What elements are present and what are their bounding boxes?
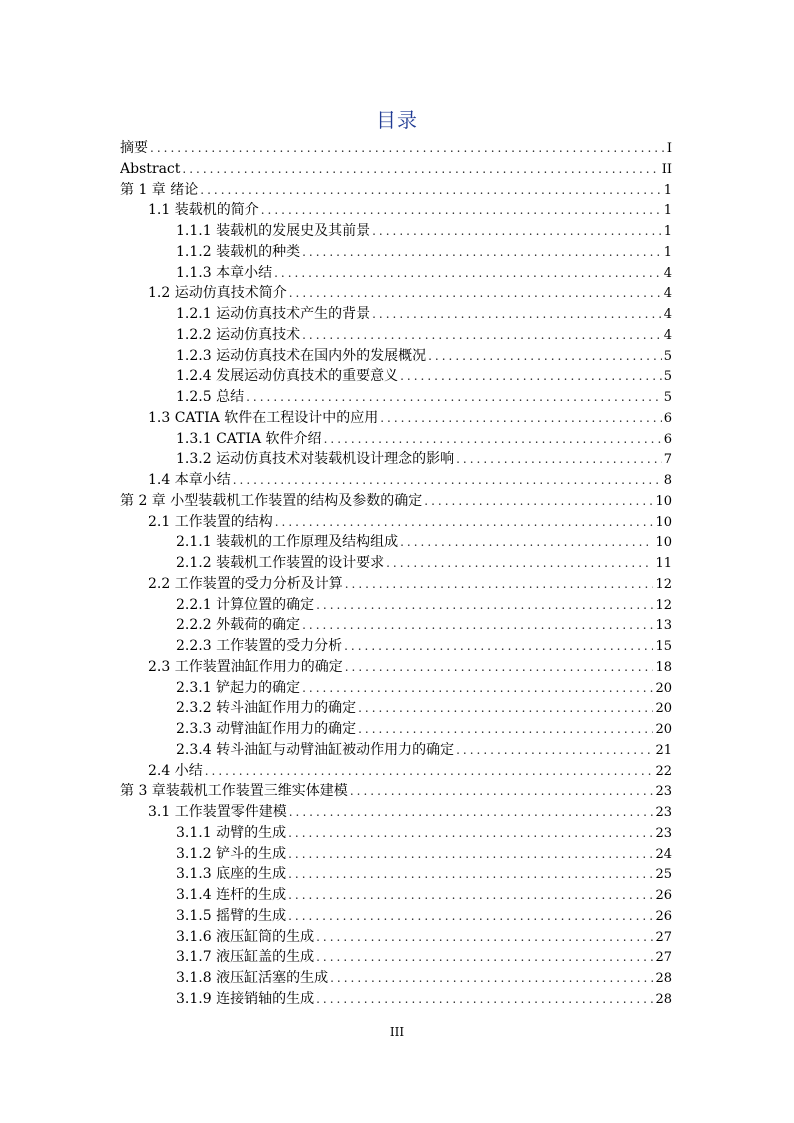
toc-entry[interactable] (120, 636, 672, 657)
page-title: 目录 (376, 108, 418, 132)
toc-entry[interactable] (120, 138, 672, 159)
toc-entry-label: 2.2.1 计算位置的确定 (176, 595, 316, 616)
toc-entry-label: 2.2.3 工作装置的受力分析 (176, 636, 344, 657)
toc-entry-label: 3.1.1 动臂的生成 (176, 823, 288, 844)
toc-leader-dots (200, 180, 661, 201)
toc-leader-dots (428, 346, 662, 367)
toc-entry[interactable] (120, 387, 672, 408)
toc-leader-dots (316, 989, 653, 1010)
toc-leader-dots (324, 429, 662, 450)
toc-leader-dots (288, 906, 653, 927)
toc-entry-page: 10 (655, 493, 672, 509)
toc-entry-page: 7 (663, 452, 672, 468)
toc-entry-page: 24 (655, 846, 672, 862)
toc-leader-dots (288, 864, 653, 885)
toc-entry-label: 第 1 章 绪论 (120, 180, 200, 201)
toc-entry[interactable] (120, 491, 672, 512)
toc-leader-dots (289, 802, 654, 823)
toc-entry-page: 18 (655, 659, 672, 675)
toc-entry-label: 第 3 章装载机工作装置三维实体建模 (120, 781, 350, 802)
toc-leader-dots (316, 927, 653, 948)
toc-entry-page: 20 (655, 722, 672, 737)
toc-entry[interactable] (120, 449, 672, 470)
toc-entry-label: 2.2 工作装置的受力分析及计算 (148, 574, 345, 595)
toc-entry[interactable] (120, 221, 672, 242)
toc-leader-dots (150, 138, 665, 159)
toc-entry[interactable] (120, 304, 672, 325)
toc-entry[interactable] (120, 553, 672, 574)
toc-leader-dots (246, 387, 662, 408)
toc-entry[interactable] (120, 512, 672, 533)
toc-leader-dots (316, 947, 653, 968)
toc-entry-label: 2.3 工作装置油缸作用力的确定 (148, 657, 345, 678)
toc-leader-dots (288, 823, 653, 844)
toc-entry-label: 2.2.2 外载荷的确定 (176, 615, 302, 636)
toc-entry[interactable] (120, 885, 672, 906)
toc-entry[interactable] (120, 678, 672, 699)
toc-entry-label: 摘要 (120, 138, 150, 159)
toc-leader-dots (344, 636, 653, 657)
toc-entry-page: 8 (663, 473, 672, 488)
toc-entry-page: 15 (655, 639, 672, 654)
toc-entry-label: 3.1.8 液压缸活塞的生成 (176, 968, 330, 989)
toc-entry[interactable] (120, 242, 672, 263)
toc-entry-label: Abstract (120, 159, 182, 180)
toc-entry-label: 2.3.4 转斗油缸与动臂油缸被动作用力的确定 (176, 740, 456, 761)
toc-entry-label: 1.3 CATIA 软件在工程设计中的应用 (148, 408, 380, 429)
toc-entry[interactable] (120, 761, 672, 782)
toc-entry-label: 1.3.2 运动仿真技术对装载机设计理念的影响 (176, 449, 456, 470)
toc-entry-page: 26 (655, 908, 672, 924)
toc-entry-page: 4 (663, 286, 672, 302)
toc-entry[interactable] (120, 532, 672, 553)
toc-entry-page: 4 (663, 307, 672, 322)
page-number-footer: III (389, 1025, 405, 1039)
toc-entry-label: 1.4 本章小结 (148, 470, 233, 491)
toc-entry-label: 1.2.4 发展运动仿真技术的重要意义 (176, 366, 400, 387)
toc-entry-page: 23 (655, 825, 672, 841)
toc-entry[interactable] (120, 989, 672, 1010)
toc-entry-label: 2.3.3 动臂油缸作用力的确定 (176, 719, 358, 740)
toc-entry[interactable] (120, 781, 672, 802)
toc-leader-dots (350, 781, 654, 802)
toc-leader-dots (302, 615, 653, 636)
toc-leader-dots (424, 491, 653, 512)
toc-entry-page: 20 (655, 701, 672, 717)
toc-entry[interactable] (120, 346, 672, 367)
toc-entry-label: 3.1.5 摇臂的生成 (176, 906, 288, 927)
toc-entry-label: 1.2.3 运动仿真技术在国内外的发展概况 (176, 346, 428, 367)
toc-leader-dots (288, 844, 653, 865)
toc-entry-page: 28 (655, 991, 672, 1007)
toc-leader-dots (345, 574, 654, 595)
toc-entry-page: 1 (663, 182, 672, 198)
toc-entry-page: 27 (655, 929, 672, 945)
toc-leader-dots (233, 470, 662, 491)
toc-entry[interactable] (120, 657, 672, 678)
toc-entry-page: 1 (663, 244, 672, 260)
toc-leader-dots (372, 304, 662, 325)
toc-leader-dots (380, 408, 662, 429)
toc-entry-label: 1.2 运动仿真技术简介 (148, 283, 289, 304)
toc-entry[interactable] (120, 719, 672, 740)
toc-entry-label: 3.1.4 连杆的生成 (176, 885, 288, 906)
toc-entry-label: 第 2 章 小型装载机工作装置的结构及参数的确定 (120, 491, 424, 512)
toc-entry-label: 2.3.2 转斗油缸作用力的确定 (176, 698, 358, 719)
toc-entry[interactable] (120, 159, 672, 180)
table-of-contents (120, 138, 672, 1010)
toc-leader-dots (182, 159, 659, 180)
toc-entry-label: 1.1 装载机的简介 (148, 200, 261, 221)
toc-entry-page: 10 (655, 535, 672, 551)
toc-entry-label: 1.2.1 运动仿真技术产生的背景 (176, 304, 372, 325)
toc-entry-page: 11 (655, 556, 672, 571)
toc-entry[interactable] (120, 470, 672, 491)
toc-entry[interactable] (120, 844, 672, 865)
toc-entry-label: 3.1.6 液压缸筒的生成 (176, 927, 316, 948)
toc-leader-dots (274, 263, 662, 284)
toc-leader-dots (386, 553, 653, 574)
toc-entry-label: 2.1 工作装置的结构 (148, 512, 275, 533)
toc-entry-label: 3.1.7 液压缸盖的生成 (176, 947, 316, 968)
toc-leader-dots (358, 698, 653, 719)
toc-leader-dots (456, 449, 662, 470)
toc-entry[interactable] (120, 574, 672, 595)
toc-entry-label: 1.2.5 总结 (176, 387, 246, 408)
toc-entry-page: 1 (663, 203, 672, 219)
toc-entry-label: 2.1.2 装载机工作装置的设计要求 (176, 553, 386, 574)
toc-entry[interactable] (120, 823, 672, 844)
toc-entry-label: 3.1.3 底座的生成 (176, 864, 288, 885)
toc-entry-page: 23 (655, 784, 672, 800)
toc-entry[interactable] (120, 968, 672, 989)
toc-entry-page: 26 (655, 888, 672, 903)
toc-entry-label: 3.1.9 连接销轴的生成 (176, 989, 316, 1010)
toc-entry[interactable] (120, 927, 672, 948)
toc-leader-dots (400, 366, 662, 387)
toc-entry-page: 4 (663, 327, 672, 343)
toc-entry-page: 1 (663, 224, 672, 239)
toc-entry-page: 22 (655, 763, 672, 779)
toc-entry-page: 12 (655, 576, 672, 592)
toc-entry[interactable] (120, 283, 672, 304)
toc-leader-dots (372, 221, 662, 242)
toc-entry-page: 25 (655, 867, 672, 883)
toc-entry-label: 1.1.1 装载机的发展史及其前景 (176, 221, 372, 242)
toc-entry-page: 13 (655, 618, 672, 634)
toc-entry-page: 5 (663, 348, 672, 364)
toc-leader-dots (456, 740, 653, 761)
toc-entry[interactable] (120, 595, 672, 616)
toc-entry-page: 23 (655, 805, 672, 820)
toc-entry-page: 20 (655, 680, 672, 696)
toc-entry-page: 6 (663, 410, 672, 426)
toc-entry-page: 5 (663, 369, 672, 385)
toc-entry[interactable] (120, 615, 672, 636)
toc-entry-page: 12 (655, 597, 672, 613)
toc-entry-label: 1.1.3 本章小结 (176, 263, 274, 284)
toc-entry-label: 1.2.2 运动仿真技术 (176, 325, 302, 346)
toc-entry[interactable] (120, 947, 672, 968)
toc-leader-dots (302, 325, 662, 346)
toc-leader-dots (261, 200, 662, 221)
toc-entry-label: 3.1.2 铲斗的生成 (176, 844, 288, 865)
toc-leader-dots (400, 532, 653, 553)
toc-entry[interactable] (120, 864, 672, 885)
toc-entry[interactable] (120, 802, 672, 823)
toc-leader-dots (330, 968, 653, 989)
toc-entry-page: 6 (663, 431, 672, 447)
toc-entry-page: 4 (663, 265, 672, 281)
toc-entry[interactable] (120, 740, 672, 761)
toc-entry-label: 1.1.2 装载机的种类 (176, 242, 302, 263)
toc-entry-page: 21 (655, 742, 672, 758)
toc-leader-dots (205, 761, 654, 782)
toc-entry[interactable] (120, 429, 672, 450)
toc-entry[interactable] (120, 180, 672, 201)
toc-entry-label: 1.3.1 CATIA 软件介绍 (176, 429, 324, 450)
toc-entry[interactable] (120, 325, 672, 346)
toc-entry-page: I (666, 141, 672, 156)
toc-leader-dots (275, 512, 654, 533)
toc-entry[interactable] (120, 408, 672, 429)
toc-leader-dots (289, 283, 662, 304)
toc-entry-page: II (661, 161, 672, 177)
toc-entry[interactable] (120, 263, 672, 284)
toc-entry-page: 5 (663, 390, 672, 405)
toc-entry-label: 2.1.1 装载机的工作原理及结构组成 (176, 532, 400, 553)
toc-entry-label: 2.4 小结 (148, 761, 205, 782)
toc-entry[interactable] (120, 698, 672, 719)
toc-leader-dots (316, 595, 653, 616)
toc-entry[interactable] (120, 200, 672, 221)
toc-entry-label: 3.1 工作装置零件建模 (148, 802, 289, 823)
toc-entry[interactable] (120, 906, 672, 927)
toc-entry-page: 10 (655, 514, 672, 530)
toc-leader-dots (302, 242, 662, 263)
toc-entry-label: 2.3.1 铲起力的确定 (176, 678, 302, 699)
toc-entry-page: 27 (655, 950, 672, 966)
toc-entry-page: 28 (655, 971, 672, 986)
toc-entry[interactable] (120, 366, 672, 387)
toc-leader-dots (302, 678, 653, 699)
toc-leader-dots (358, 719, 653, 740)
toc-leader-dots (345, 657, 654, 678)
toc-leader-dots (288, 885, 653, 906)
